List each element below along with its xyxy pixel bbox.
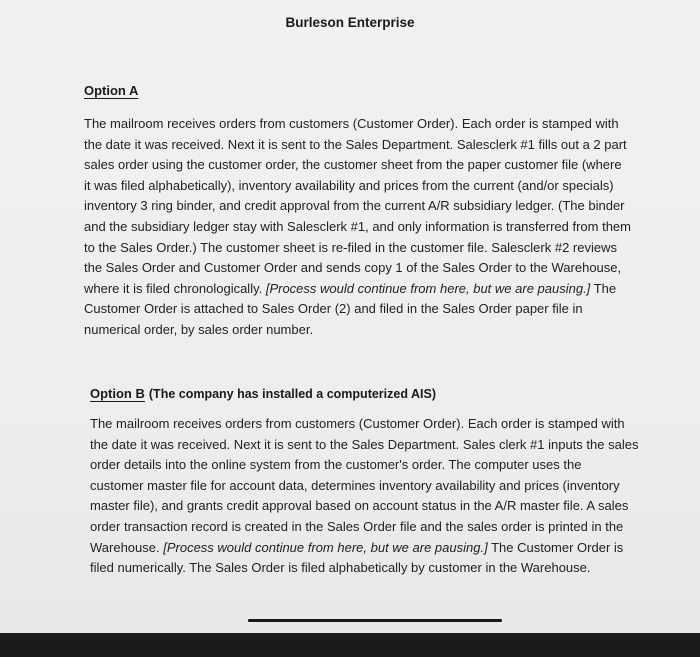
document-title: Burleson Enterprise	[285, 15, 415, 30]
scroll-indicator	[248, 619, 502, 622]
paragraph-line: the Sales Order and Customer Order and sends copy 1 of the Sales Order to the Warehouse,	[84, 260, 622, 276]
paragraph-line: sales order using the customer order, the customer sheet from the paper customer file (where	[84, 157, 622, 173]
line-text: The Customer Order is	[487, 539, 624, 555]
paragraph-line: Customer Order is attached to Sales Order (2) and filed in the Sales Order paper file in	[84, 301, 583, 317]
paragraph-line: numerical order, by sales order number.	[84, 321, 314, 337]
option-a-paragraph	[84, 114, 631, 341]
option-a-label: Option A	[84, 83, 139, 98]
paragraph-line: customer master file for account data, determines inventory availability and prices (inventory	[90, 477, 620, 493]
paragraph-line: filed numerically. The Sales Order is filed alphabetically by customer in the Warehouse.	[90, 560, 591, 576]
paragraph-line	[90, 538, 638, 559]
paragraph-line: master file), and grants credit approval based on account status in the A/R master file. A sales	[90, 498, 629, 514]
paragraph-line: it was filed alphabetically), inventory availability and prices from the current (and/or specials)	[84, 177, 614, 193]
option-b-label: Option B	[90, 386, 145, 401]
paragraph-line: inventory 3 ring binder, and credit approval from the current A/R subsidiary ledger. (The binder	[84, 198, 625, 214]
paragraph-line: The mailroom receives orders from customers (Customer Order). Each order is stamped with	[90, 416, 625, 431]
option-b-subheading: (The company has installed a computerized AIS)	[148, 387, 436, 401]
line-text: Warehouse.	[90, 539, 164, 555]
paragraph-line: and the subsidiary ledger stay with Salesclerk #1, and only information is transferred from them	[84, 218, 631, 234]
paragraph-line	[84, 279, 631, 300]
option-b-heading	[90, 386, 436, 401]
option-a-heading	[84, 83, 144, 98]
paragraph-line: the date it was received. Next it is sent to the Sales Department. Salesclerk #1 fills out a 2 part	[84, 136, 627, 152]
line-text: The	[590, 280, 617, 296]
pause-note: [Process would continue from here, but we are pausing.]	[163, 539, 488, 555]
paragraph-line: The mailroom receives orders from customers (Customer Order). Each order is stamped with	[84, 116, 619, 131]
line-text: where it is filed chronologically.	[84, 280, 266, 296]
paragraph-line: order transaction record is created in the Sales Order file and the sales order is printed in the	[90, 518, 624, 534]
paragraph-line: to the Sales Order.) The customer sheet is re-filed in the customer file. Salesclerk #2 reviews	[84, 239, 617, 255]
pause-note: [Process would continue from here, but we are pausing.]	[265, 280, 591, 296]
bottom-bar	[0, 633, 700, 657]
paragraph-line: order details into the online system from the customer's order. The computer uses the	[90, 457, 582, 473]
option-b-paragraph	[90, 414, 638, 579]
paragraph-line: the date it was received. Next it is sent to the Sales Department. Sales clerk #1 inputs the sales	[90, 436, 639, 452]
